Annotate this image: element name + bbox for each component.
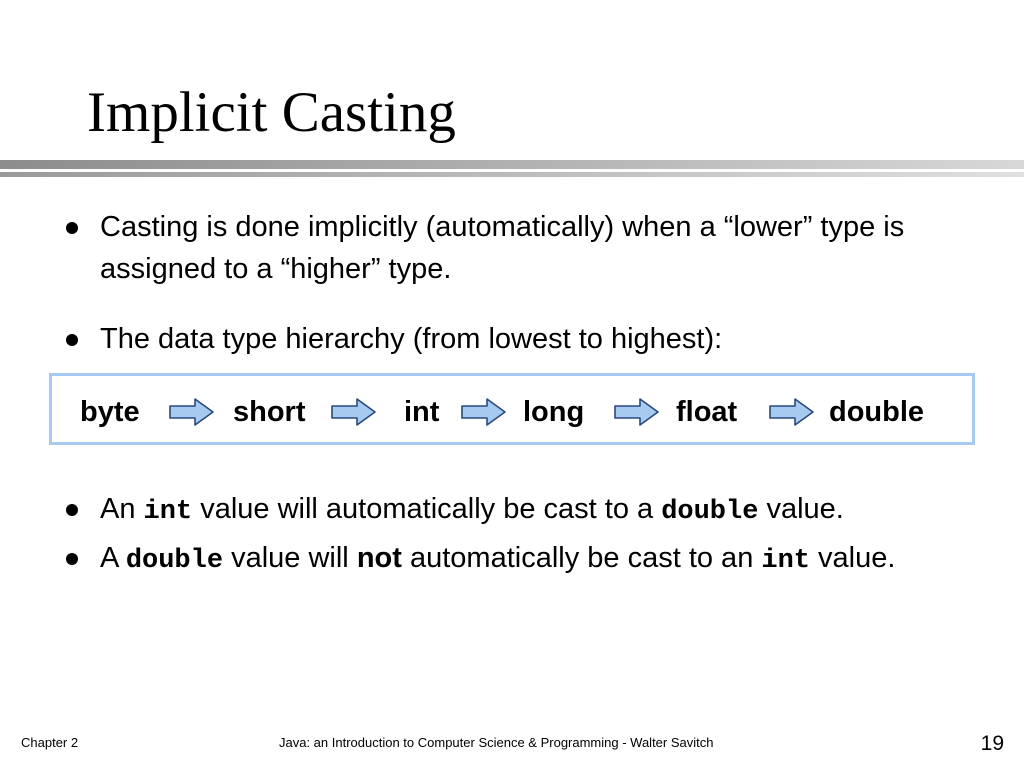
bullet-text [100, 488, 1000, 533]
title-divider-thin [0, 172, 1024, 177]
bullet-text [100, 537, 1000, 582]
page-number: 19 [980, 732, 1004, 755]
bullet-item-hierarchy [60, 318, 1000, 360]
bullet-dot-icon [66, 504, 78, 516]
code-double: double [661, 497, 759, 527]
bullet-dot-icon [66, 553, 78, 565]
text-segment: automatically be cast to an [401, 542, 762, 574]
right-arrow-icon [461, 397, 507, 427]
bullet-dot-icon [66, 334, 78, 346]
code-int: int [143, 497, 193, 527]
bullet-item-double-not-int [60, 537, 1000, 621]
text-segment: value will automatically be cast to a [192, 493, 662, 525]
type-double: double [829, 396, 925, 428]
text-segment: value. [758, 493, 844, 525]
right-arrow-icon [614, 397, 660, 427]
slide-title: Implicit Casting [87, 81, 456, 144]
right-arrow-icon [331, 397, 377, 427]
footer-chapter: Chapter 2 [21, 735, 79, 750]
code-int: int [761, 546, 810, 576]
type-int: int [404, 396, 440, 428]
title-divider-thick [0, 160, 1024, 169]
type-short: short [233, 396, 306, 428]
right-arrow-icon [169, 397, 215, 427]
bullet-item-implicit-casting [60, 206, 1000, 290]
type-long: long [523, 396, 585, 428]
right-arrow-icon [769, 397, 815, 427]
emphasis-not: not [356, 542, 402, 574]
bullet-text: Casting is done implicitly (automatically) when a “lower” type is assigned to a “higher” type. [100, 211, 905, 285]
bullet-text: The data type hierarchy (from lowest to highest): [100, 323, 723, 355]
footer-book-title: Java: an Introduction to Computer Science & Programming - Walter Savitch [279, 735, 714, 750]
text-segment: An [100, 493, 144, 525]
bullet-item-int-to-double [60, 488, 1000, 530]
type-float: float [676, 396, 738, 428]
text-segment: value will [223, 542, 357, 574]
text-segment: A [100, 542, 126, 574]
code-double: double [125, 546, 224, 576]
bullet-dot-icon [66, 222, 78, 234]
type-byte: byte [80, 396, 140, 428]
type-hierarchy-box [49, 373, 975, 445]
text-segment: value. [810, 542, 896, 574]
